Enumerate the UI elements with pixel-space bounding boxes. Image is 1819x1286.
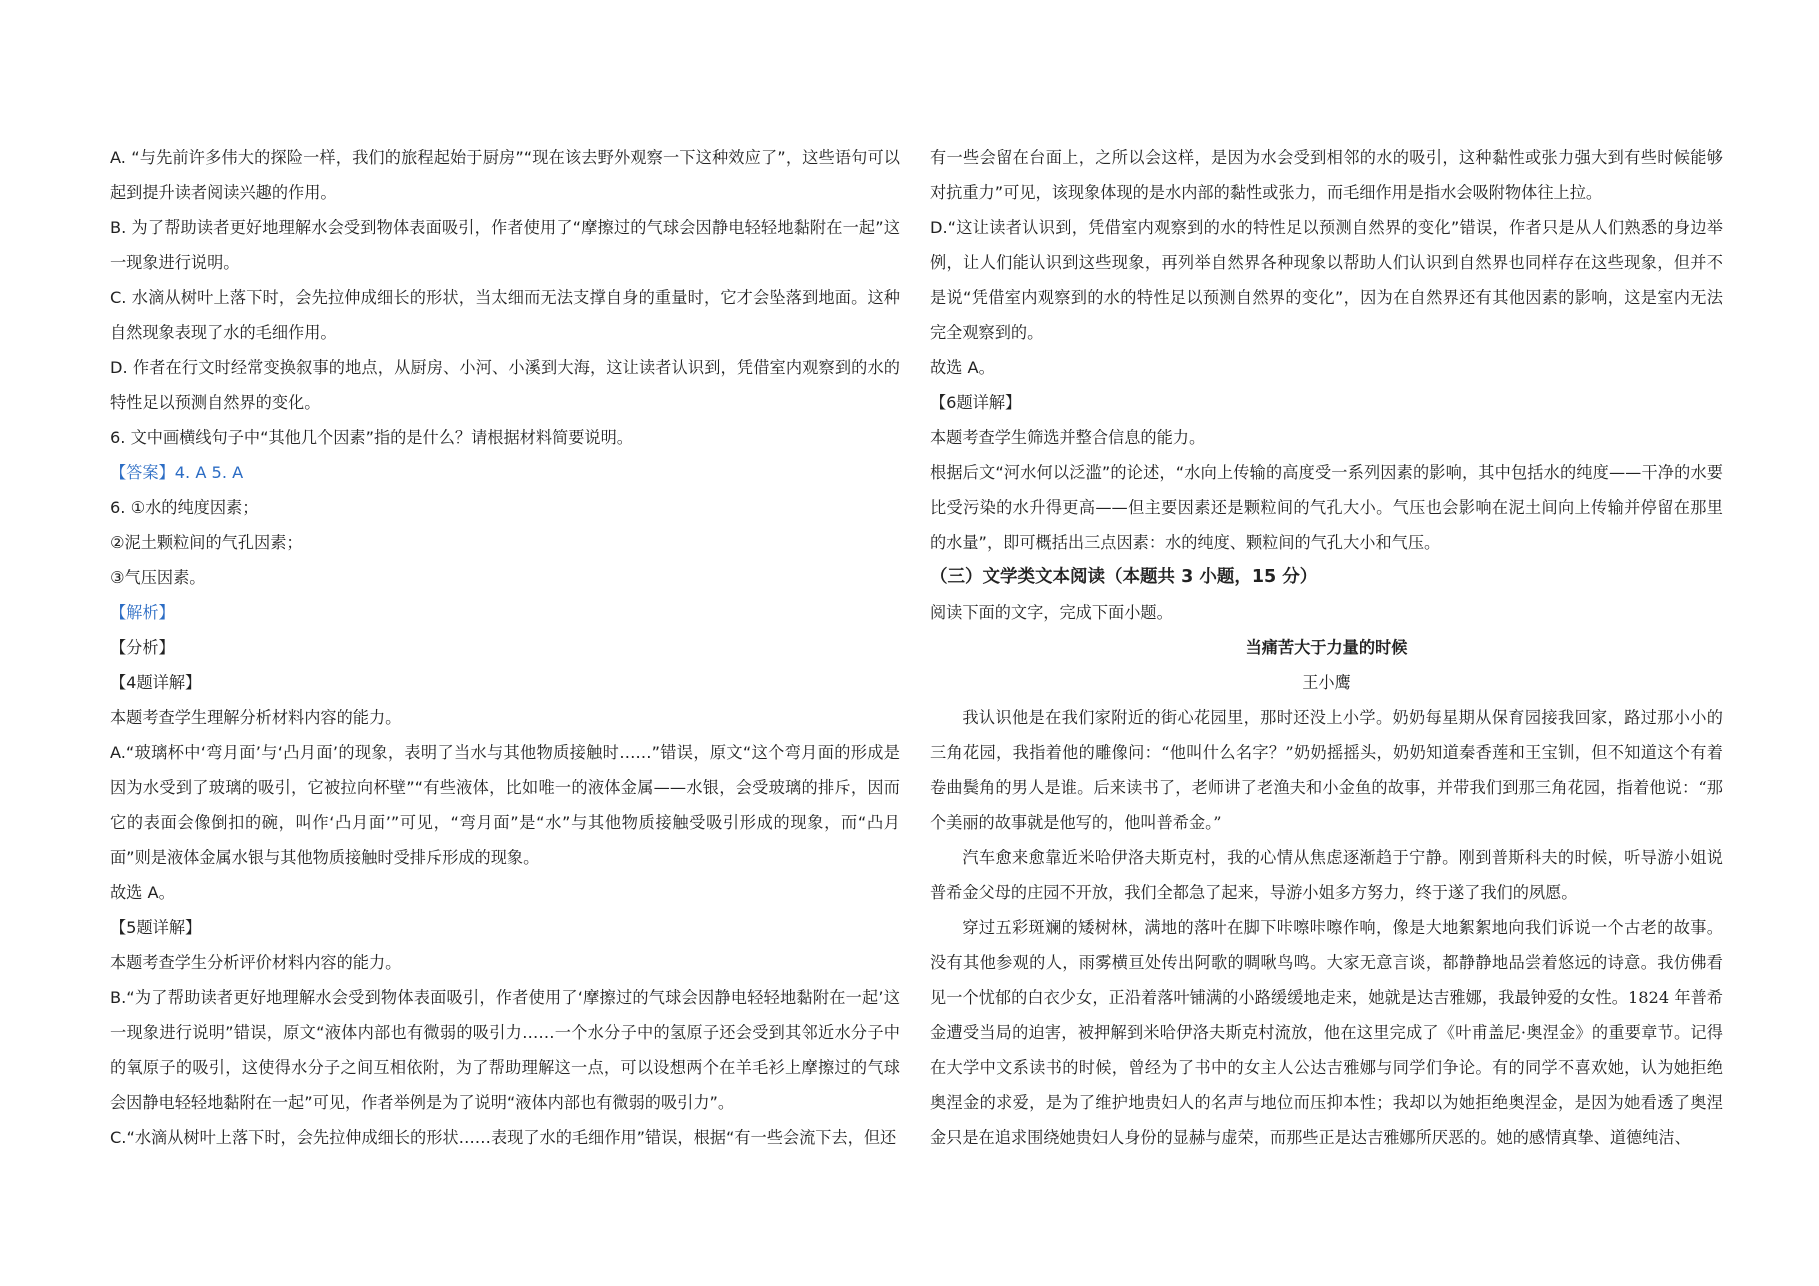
q4-intro: 本题考查学生理解分析材料内容的能力。 bbox=[110, 708, 402, 727]
q5-choice: 故选 A。 bbox=[930, 358, 995, 377]
fenxi-heading: 【分析】 bbox=[110, 638, 175, 657]
question-6: 6. 文中画横线句子中“其他几个因素”指的是什么？请根据材料简要说明。 bbox=[110, 428, 633, 447]
q6-analysis: 根据后文“河水何以泛滥”的论述，“水向上传输的高度受一系列因素的影响，其中包括水的纯度——干净的水要比受污染的水升得更高——但主要因素还是颗粒间的气孔大小。气压也会影响在泥土间向上传输并停留在那里的水量”，即可概括出三点因素：水的纯度、颗粒间的气孔大小和气压。 bbox=[930, 463, 1723, 552]
article-author: 王小鹰 bbox=[1302, 673, 1351, 692]
q6-intro: 本题考查学生筛选并整合信息的能力。 bbox=[930, 428, 1206, 447]
analysis-heading: 【解析】 bbox=[110, 603, 175, 622]
left-column bbox=[110, 140, 900, 1155]
answer-6-1: 6. ①水的纯度因素； bbox=[110, 498, 259, 517]
answer-line: 【答案】4. A 5. A bbox=[110, 463, 244, 482]
reading-instruction: 阅读下面的文字，完成下面小题。 bbox=[930, 603, 1173, 622]
article-paragraph-3: 穿过五彩斑斓的矮树林，满地的落叶在脚下咔嚓咔嚓作响，像是大地絮絮地向我们诉说一个古老的故事。没有其他参观的人，雨雾横亘处传出阿歌的啁啾鸟鸣。大家无意言谈，都静静地品尝着悠远的诗意。我仿佛看见一个忧郁的白衣少女，正沿着落叶铺满的小路缓缓地走来，她就是达吉雅娜，我最钟爱的女性。1824 年普希金遭受当局的迫害，被押解到米哈伊洛夫斯克村流放，他在这里完成了《叶甫盖尼·奥涅金》的重要章节。记得在大学中文系读书的时候，曾经为了书中的女主人公达吉雅娜与同学们争论。有的同学不喜欢她，认为她拒绝奥涅金的求爱，是为了维护地贵妇人的名声与地位而压抑本性；我却以为她拒绝奥涅金，是因为她看透了奥涅金只是在追求围绕她贵妇人身份的显赫与虚荣，而那些正是达吉雅娜所厌恶的。她的感情真挚、道德纯洁、 bbox=[930, 918, 1723, 1147]
section-heading: （三）文学类文本阅读（本题共 3 小题，15 分） bbox=[930, 567, 1318, 587]
option-b: B. 为了帮助读者更好地理解水会受到物体表面吸引，作者使用了“摩擦过的气球会因静电轻轻地黏附在一起”这一现象进行说明。 bbox=[110, 218, 900, 272]
q5-analysis-d: D.“这让读者认识到，凭借室内观察到的水的特性足以预测自然界的变化”错误，作者只是从人们熟悉的身边举例，让人们能认识到这些现象，再列举自然界各种现象以帮助人们认识到自然界也同样存在这些现象，但并不是说“凭借室内观察到的水的特性足以预测自然界的变化”，因为在自然界还有其他因素的影响，这是室内无法完全观察到的。 bbox=[930, 218, 1723, 342]
q5-analysis-c: C.“水滴从树叶上落下时，会先拉伸成细长的形状……表现了水的毛细作用”错误，根据“有一些会流下去，但还 bbox=[110, 1128, 897, 1147]
q5-detail-heading: 【5题详解】 bbox=[110, 918, 202, 937]
q4-analysis-a: A.“玻璃杯中‘弯月面’与‘凸月面’的现象，表明了当水与其他物质接触时……”错误，原文“这个弯月面的形成是因为水受到了玻璃的吸引，它被拉向杯壁”“有些液体，比如唯一的液体金属——水银，会受玻璃的排斥，因而它的表面会像倒扣的碗，叫作‘凸月面’”可见，“弯月面”是“水”与其他物质接触受吸引形成的现象，而“凸月面”则是液体金属水银与其他物质接触时受排斥形成的现象。 bbox=[110, 743, 900, 867]
q5-analysis-b: B.“为了帮助读者更好地理解水会受到物体表面吸引，作者使用了‘摩擦过的气球会因静电轻轻地黏附在一起’这一现象进行说明”错误，原文“液体内部也有微弱的吸引力……一个水分子中的氢原子还会受到其邻近水分子中的氧原子的吸引，这使得水分子之间互相依附，为了帮助理解这一点，可以设想两个在羊毛衫上摩擦过的气球会因静电轻轻地黏附在一起”可见，作者举例是为了说明“液体内部也有微弱的吸引力”。 bbox=[110, 988, 900, 1112]
answer-6-3: ③气压因素。 bbox=[110, 568, 206, 587]
q5-analysis-c-cont: 有一些会留在台面上，之所以会这样，是因为水会受到相邻的水的吸引，这种黏性或张力强大到有些时候能够对抗重力”可见，该现象体现的是水内部的黏性或张力，而毛细作用是指水会吸附物体往上拉。 bbox=[930, 148, 1723, 202]
right-column bbox=[930, 140, 1723, 1155]
q4-choice: 故选 A。 bbox=[110, 883, 175, 902]
article-paragraph-2: 汽车愈来愈靠近米哈伊洛夫斯克村，我的心情从焦虑逐渐趋于宁静。刚到普斯科夫的时候，听导游小姐说普希金父母的庄园不开放，我们全都急了起来，导游小姐多方努力，终于遂了我们的夙愿。 bbox=[930, 848, 1723, 902]
option-a: A. “与先前许多伟大的探险一样，我们的旅程起始于厨房”“现在该去野外观察一下这种效应了”，这些语句可以起到提升读者阅读兴趣的作用。 bbox=[110, 148, 900, 202]
q6-detail-heading: 【6题详解】 bbox=[930, 393, 1022, 412]
article-title: 当痛苦大于力量的时候 bbox=[1245, 638, 1408, 657]
article-paragraph-1: 我认识他是在我们家附近的街心花园里，那时还没上小学。奶奶每星期从保育园接我回家，路过那小小的三角花园，我指着他的雕像问：“他叫什么名字？”奶奶摇摇头，奶奶知道秦香莲和王宝钏，但不知道这个有着卷曲鬓角的男人是谁。后来读书了，老师讲了老渔夫和小金鱼的故事，并带我们到那三角花园，指着他说：“那个美丽的故事就是他写的，他叫普希金。” bbox=[930, 708, 1723, 832]
answer-6-2: ②泥土颗粒间的气孔因素； bbox=[110, 533, 303, 552]
q4-detail-heading: 【4题详解】 bbox=[110, 673, 202, 692]
option-c: C. 水滴从树叶上落下时，会先拉伸成细长的形状，当太细而无法支撑自身的重量时，它才会坠落到地面。这种自然现象表现了水的毛细作用。 bbox=[110, 288, 900, 342]
q5-intro: 本题考查学生分析评价材料内容的能力。 bbox=[110, 953, 402, 972]
option-d: D. 作者在行文时经常变换叙事的地点，从厨房、小河、小溪到大海，这让读者认识到，凭借室内观察到的水的特性足以预测自然界的变化。 bbox=[110, 358, 900, 412]
